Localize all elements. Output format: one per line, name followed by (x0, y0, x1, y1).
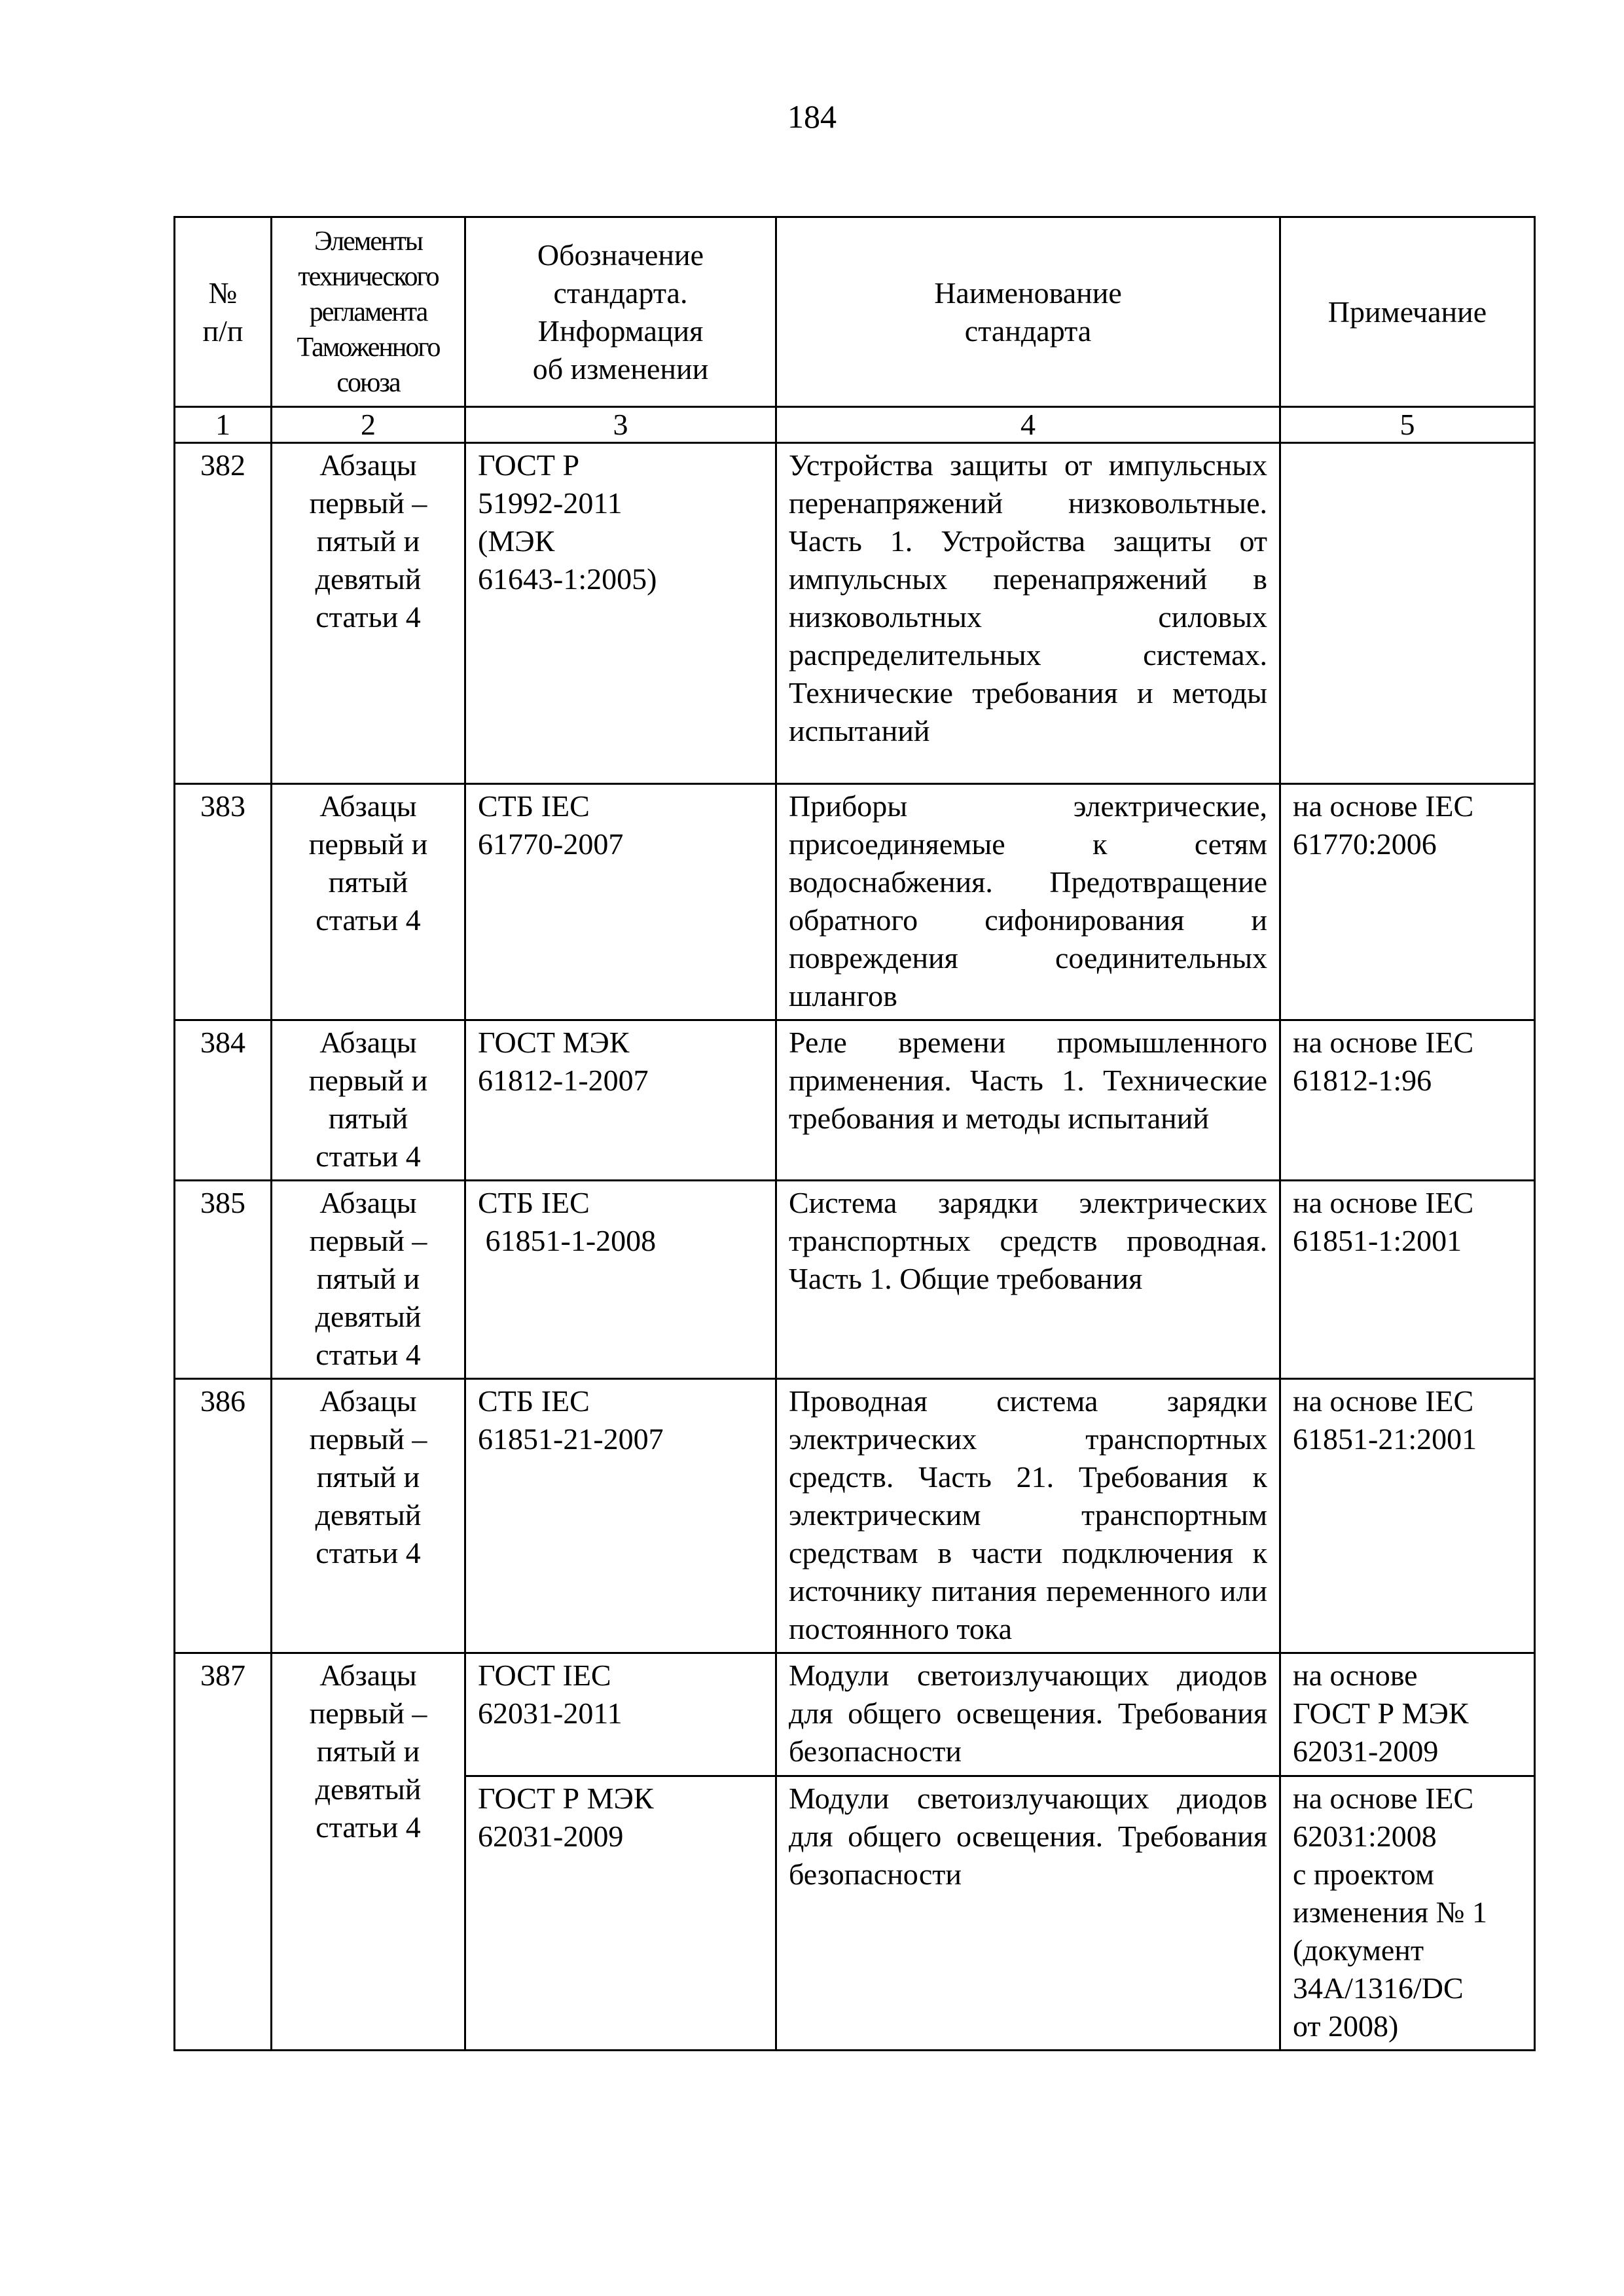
header-elements: Элементы технического регламента Таможенного союза (272, 217, 465, 407)
row-note (1280, 443, 1535, 784)
row-standard-name: Реле времени промышленного применения. Часть 1. Технические требования и методы испытаний (776, 1020, 1280, 1181)
row-elements: Абзацы первый и пятый статьи 4 (272, 1020, 465, 1181)
row-number: 383 (175, 784, 272, 1020)
row-designation: ГОСТ IEC 62031-2011 (465, 1653, 776, 1776)
row-note: на основе IEC 62031:2008 с проектом изменения № 1 (документ 34A/1316/DC от 2008) (1280, 1776, 1535, 2051)
column-number-row (175, 407, 1535, 443)
row-number: 384 (175, 1020, 272, 1181)
table-header-row (175, 217, 1535, 407)
row-number: 386 (175, 1379, 272, 1653)
table-row (175, 1020, 1535, 1181)
row-number: 387 (175, 1653, 272, 2051)
row-note: на основе ГОСТ Р МЭК 62031-2009 (1280, 1653, 1535, 1776)
row-designation: ГОСТ Р 51992-2011 (МЭК 61643-1:2005) (465, 443, 776, 784)
standards-table (173, 216, 1536, 2051)
row-designation: СТБ IEC 61851-1-2008 (465, 1181, 776, 1379)
row-elements: Абзацы первый – пятый и девятый статьи 4 (272, 1181, 465, 1379)
row-elements: Абзацы первый и пятый статьи 4 (272, 784, 465, 1020)
row-elements: Абзацы первый – пятый и девятый статьи 4 (272, 1379, 465, 1653)
row-standard-name: Система зарядки электрических транспортных средств проводная. Часть 1. Общие требования (776, 1181, 1280, 1379)
column-number: 5 (1280, 407, 1535, 443)
column-number: 3 (465, 407, 776, 443)
row-standard-name: Проводная система зарядки электрических транспортных средств. Часть 21. Требования к электрическим транспортным средствам в части подключения к источнику питания переменного или постоянного тока (776, 1379, 1280, 1653)
row-elements: Абзацы первый – пятый и девятый статьи 4 (272, 443, 465, 784)
column-number: 1 (175, 407, 272, 443)
row-note: на основе IEC 61812-1:96 (1280, 1020, 1535, 1181)
row-number: 382 (175, 443, 272, 784)
table-row (175, 1653, 1535, 1776)
column-number: 2 (272, 407, 465, 443)
row-note: на основе IEC 61851-21:2001 (1280, 1379, 1535, 1653)
table-row (175, 784, 1535, 1020)
row-designation: ГОСТ Р МЭК 62031-2009 (465, 1776, 776, 2051)
row-standard-name: Модули светоизлучающих диодов для общего освещения. Требования безопасности (776, 1653, 1280, 1776)
row-designation: ГОСТ МЭК 61812-1-2007 (465, 1020, 776, 1181)
column-number: 4 (776, 407, 1280, 443)
table-row (175, 1181, 1535, 1379)
row-note: на основе IEC 61851-1:2001 (1280, 1181, 1535, 1379)
row-standard-name: Устройства защиты от импульсных перенапряжений низковольтные. Часть 1. Устройства защиты от импульсных перенапряжений в низковольтных силовых распределительных системах. Технические требования и методы испытаний (776, 443, 1280, 784)
row-elements: Абзацы первый – пятый и девятый статьи 4 (272, 1653, 465, 2051)
row-standard-name: Приборы электрические, присоединяемые к сетям водоснабжения. Предотвращение обратного сифонирования и повреждения соединительных шлангов (776, 784, 1280, 1020)
row-designation: СТБ IEC 61770-2007 (465, 784, 776, 1020)
page-number: 184 (787, 98, 837, 135)
row-note: на основе IEC 61770:2006 (1280, 784, 1535, 1020)
row-standard-name: Модули светоизлучающих диодов для общего освещения. Требования безопасности (776, 1776, 1280, 2051)
header-designation: Обозначение стандарта. Информация об изменении (465, 217, 776, 407)
table-row (175, 1379, 1535, 1653)
row-number: 385 (175, 1181, 272, 1379)
header-num: № п/п (175, 217, 272, 407)
header-note: Примечание (1280, 217, 1535, 407)
row-designation: СТБ IEC 61851-21-2007 (465, 1379, 776, 1653)
header-name: Наименование стандарта (776, 217, 1280, 407)
table-row (175, 443, 1535, 784)
